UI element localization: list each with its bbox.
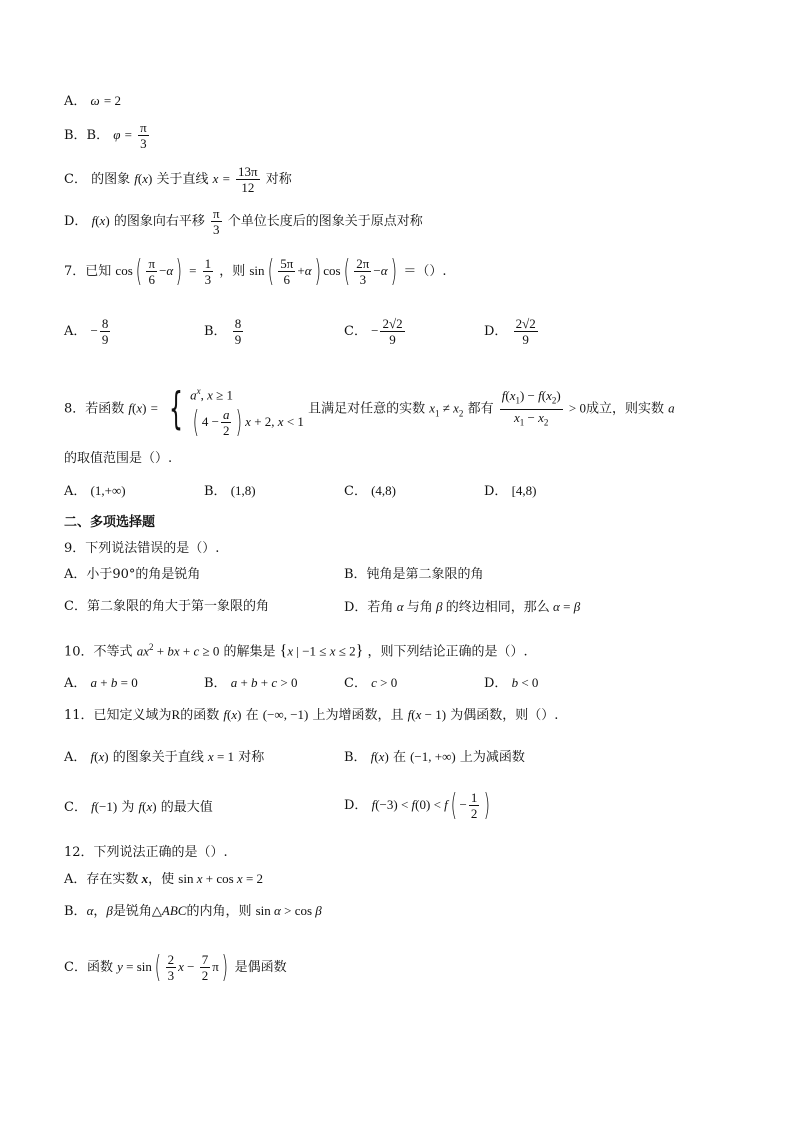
fraction: $\frac{\pi}{3}$	[212, 206, 220, 237]
option-label: D．	[484, 324, 508, 339]
option-label: A．	[64, 676, 87, 691]
option-label: D．	[64, 214, 88, 229]
option-text: B．	[64, 904, 87, 919]
q8-option-c	[344, 482, 396, 501]
q8-stem-cont	[64, 450, 172, 468]
option-value: (1,8)	[230, 483, 256, 498]
q7-option-b: B． $\frac{8}{9}$	[204, 316, 242, 347]
option-label: B．	[204, 676, 227, 691]
q10-stem: 10．不等式 $ax^2$ + bx + c ≥ 0 的解集是 {x | −1 ≤ x ≤ 2} ，则下列结论正确的是（）.	[64, 642, 528, 660]
question-text: 的函数	[180, 708, 220, 723]
option-label: C．	[344, 324, 367, 339]
question-text: 的解集是	[223, 644, 276, 660]
q9-option-d: D．若角 α 与角 β 的终边相同，那么 α = β	[344, 599, 581, 615]
option-text: D．若角	[344, 600, 394, 615]
question-text: ，则下列结论正确的是（）.	[367, 644, 528, 660]
q11-option-b: B． f(x) 在 (−1, +∞) 上为减函数	[344, 749, 525, 765]
option-value: [4,8)	[511, 483, 537, 498]
q9-option-b: B．钝角是第二象限的角	[344, 567, 484, 582]
question-text: ，则	[219, 264, 246, 279]
option-label: B．B．	[64, 128, 110, 143]
question-text: R	[171, 707, 181, 722]
q8-stem: 8．若函数 f(x) = { $a^x$, x ≥ 1 ( 4 − $\frac{a}{2}$ ) x + 2, x < 1 且满足对任意的实数 $x_1 \ne x_2$ 都有 $\frac{f(x_1) - f(x_2)}{x_1 - x_2}$ > 0成立，则实数 a	[64, 380, 675, 438]
q6-option-b: B．B． φ = $\frac{\pi}{3}$	[64, 120, 147, 151]
option-text: 上为减函数	[459, 750, 525, 765]
option-text: ，	[93, 904, 107, 919]
q8-option-d	[484, 482, 537, 501]
q11-option-c: C． f(−1) 为 f(x) 的最大值	[64, 799, 213, 815]
question-text: 在	[245, 708, 259, 723]
q11-stem: 11．已知定义域为R的函数 f(x) 在 (−∞, −1) 上为增函数，且 f(x − 1) 为偶函数，则（）.	[64, 707, 559, 723]
question-text: 为偶函数，则（）.	[450, 708, 559, 723]
q7-option-c: C． − $\frac{2√2}{9}$	[344, 316, 403, 347]
option-value: (1,+∞)	[90, 483, 126, 498]
question-text: 7．已知	[64, 264, 112, 279]
option-text: 的图象关于直线	[112, 750, 204, 765]
question-text: 都有	[467, 401, 494, 417]
option-label: A．	[64, 750, 87, 765]
option-label: C．	[64, 172, 87, 187]
q10-option-a: A． a + b = 0	[64, 675, 138, 691]
option-text: 在	[392, 750, 406, 765]
q12-option-c: C．函数 y = sin( $\frac{2}{3}$ x − $\frac{7}{2}$ π) 是偶函数	[64, 949, 287, 985]
option-label: D．	[344, 798, 368, 813]
option-text: 是锐角	[112, 904, 152, 919]
q7-option-a: A． − $\frac{8}{9}$	[64, 316, 109, 347]
q11-option-d: D． f(−3) < f(0) < f( − $\frac{1}{2}$ )	[344, 787, 491, 823]
option-label: B．	[344, 750, 367, 765]
option-text: ，使	[148, 872, 175, 887]
option-label: C．	[64, 800, 87, 815]
option-label: B．	[204, 484, 227, 499]
option-label: D．	[484, 484, 508, 499]
q6-option-c: C． 的图象 f(x) 关于直线 x = $\frac{13\pi}{12}$ 对称	[64, 164, 292, 195]
option-text: 是偶函数	[234, 960, 287, 975]
question-text: 11．已知定义域为	[64, 708, 172, 723]
option-label: C．	[344, 484, 367, 499]
fraction: $\frac{\pi}{3}$	[140, 120, 147, 151]
q6-option-a: A． ω = 2	[64, 93, 121, 109]
option-label: A．	[64, 324, 87, 339]
q7-stem: 7．已知 cos( $\frac{\pi}{6}$ −α) = $\frac{1}{3}$ ，则 sin( $\frac{5\pi}{6}$ +α) cos( $\frac{2\pi}{3}$ −α) ＝（）.	[64, 253, 447, 289]
q9-option-a: A．小于90°的角是锐角	[64, 567, 201, 582]
q12-option-a: A．存在实数 x，使 sin x + cos x = 2	[64, 871, 264, 887]
question-text: 成立，则实数	[585, 401, 664, 417]
option-label: C．	[344, 676, 367, 691]
option-text: 的内角，则	[186, 904, 252, 919]
option-text: 为	[121, 800, 135, 815]
option-text: C．函数	[64, 960, 113, 975]
option-text: 的终边相同，那么	[445, 600, 550, 615]
q12-option-b: B．α，β是锐角△ABC的内角，则 sin α > cos β	[64, 903, 322, 919]
q12-stem: 12．下列说法正确的是（）.	[64, 845, 228, 860]
option-label: A．	[64, 484, 87, 499]
option-text: 个单位长度后的图象关于原点对称	[227, 214, 423, 229]
q10-option-b: B． a + b + c > 0	[204, 675, 298, 691]
q7-option-d: D． $\frac{2√2}{9}$	[484, 316, 536, 347]
section-heading: 二、多项选择题	[64, 515, 156, 530]
q6-option-d: D． f(x) 的图象向右平移 $\frac{\pi}{3}$ 个单位长度后的图象关于原点对称	[64, 206, 423, 237]
option-label: D．	[484, 676, 508, 691]
option-text: 的图象向右平移	[113, 214, 205, 229]
q9-option-c: C．第二象限的角大于第一象限的角	[64, 599, 269, 614]
question-text: 10．不等式	[64, 644, 133, 660]
option-text: 关于直线	[156, 172, 209, 187]
question-text: 8．若函数	[64, 401, 125, 417]
piecewise-cases: $a^x$, x ≥ 1 ( 4 − $\frac{a}{2}$ ) x + 2, x < 1	[190, 386, 304, 440]
option-label: A．	[64, 94, 87, 109]
option-text: 对称	[265, 172, 292, 187]
question-text: ＝（）.	[403, 264, 447, 279]
question-text: 的取值范围是（）.	[64, 451, 173, 466]
question-text: 且满足对任意的实数	[308, 401, 426, 417]
option-value: (4,8)	[371, 483, 397, 498]
option-text: 的最大值	[160, 800, 213, 815]
fraction: $\frac{13\pi}{12}$	[238, 164, 258, 195]
q8-option-a	[64, 482, 126, 501]
q9-stem: 9．下列说法错误的是（）.	[64, 541, 220, 556]
q10-option-d: D． b < 0	[484, 675, 539, 691]
option-text: A．存在实数	[64, 872, 139, 887]
option-label: B．	[204, 324, 227, 339]
question-text: 上为增函数，且	[312, 708, 404, 723]
option-text: 对称	[238, 750, 265, 765]
option-text: 的图象	[91, 172, 131, 187]
q8-option-b	[204, 482, 256, 501]
q10-option-c: C． c > 0	[344, 675, 398, 691]
q11-option-a: A． f(x) 的图象关于直线 x = 1 对称	[64, 749, 265, 765]
option-text: 与角	[406, 600, 433, 615]
